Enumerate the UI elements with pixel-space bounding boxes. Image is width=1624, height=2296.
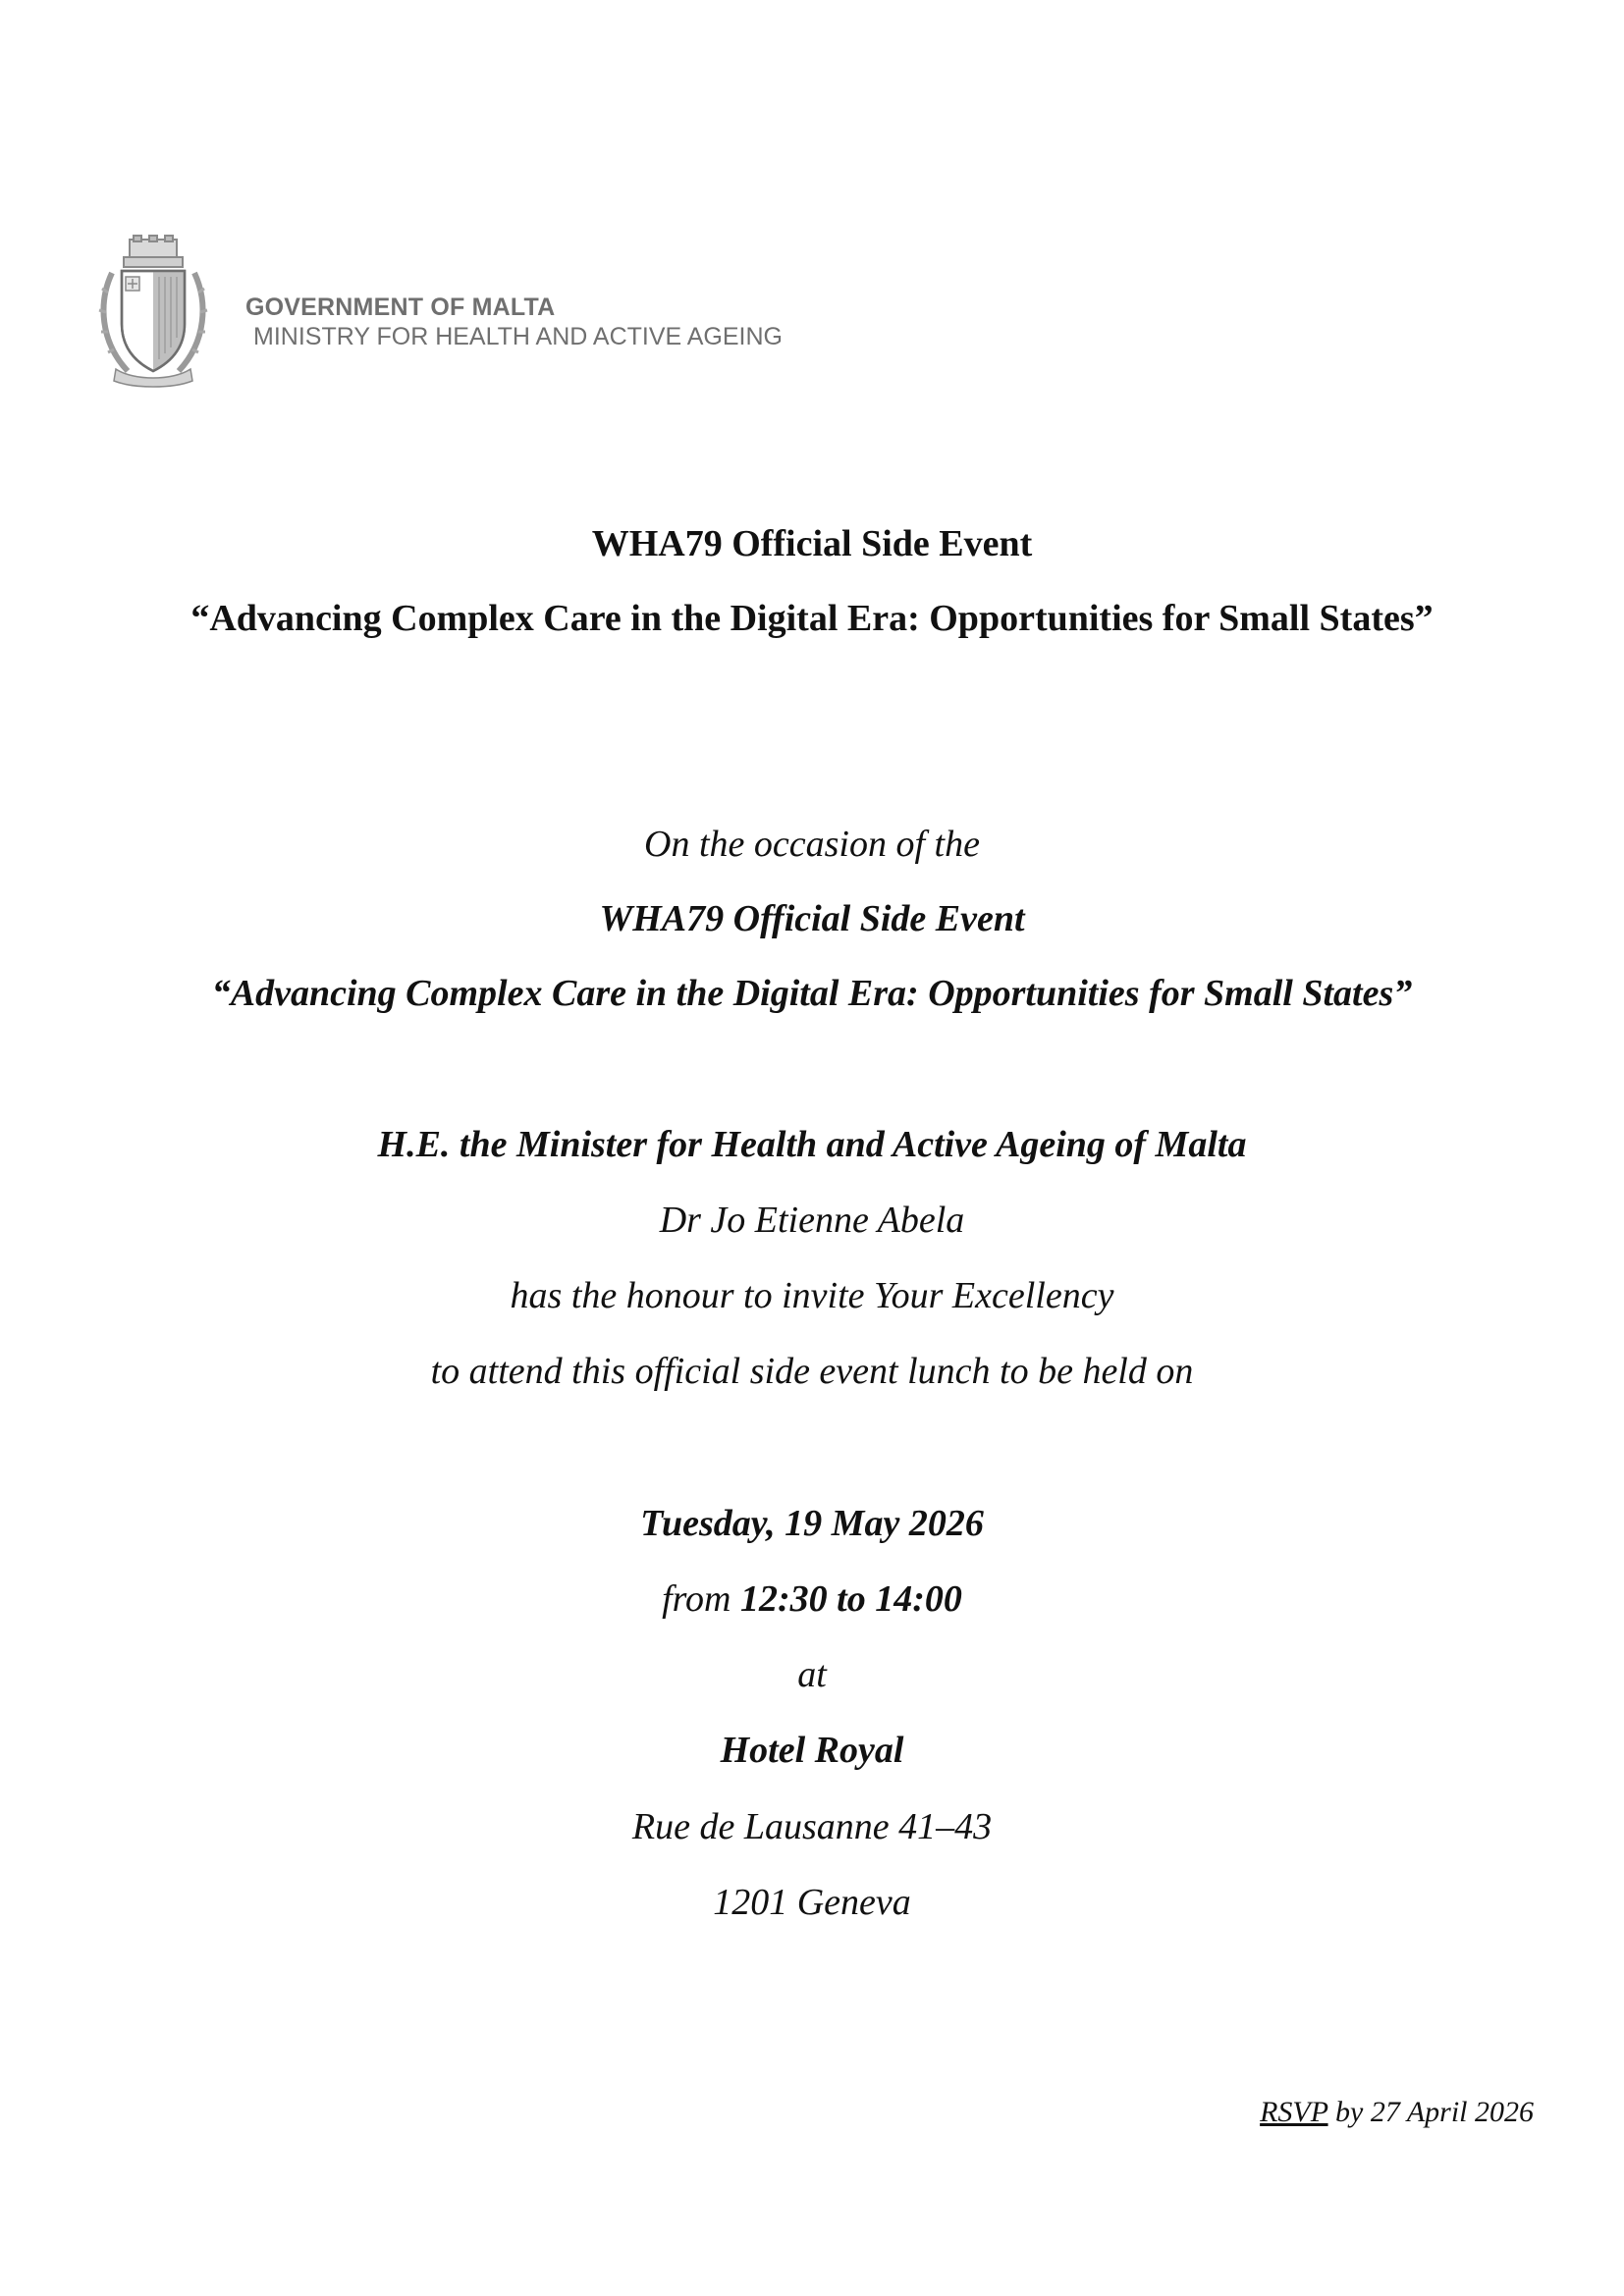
event-date: Tuesday, 19 May 2026: [640, 1503, 984, 1544]
host-name-line: Dr Jo Etienne Abela: [659, 1200, 965, 1241]
event-theme-line: “Advancing Complex Care in the Digital Era: Opportunities for Small States”: [211, 973, 1413, 1014]
government-name: GOVERNMENT OF MALTA: [245, 294, 556, 321]
host-title-line: H.E. the Minister for Health and Active Ageing of Malta: [377, 1124, 1247, 1165]
event-name-line: WHA79 Official Side Event: [599, 898, 1025, 939]
occasion-line: On the occasion of the: [644, 824, 980, 865]
attend-line: to attend this official side event lunch to be held on: [430, 1351, 1194, 1392]
at-word: at: [797, 1654, 827, 1695]
venue-street: Rue de Lausanne 41–43: [631, 1806, 993, 1847]
venue-name: Hotel Royal: [720, 1730, 904, 1771]
malta-coat-of-arms-icon: [94, 234, 212, 391]
time-range: 12:30 to 14:00: [740, 1578, 962, 1620]
honour-line: has the honour to invite Your Excellency: [510, 1275, 1114, 1316]
event-time: [0, 1577, 1624, 1621]
rsvp-line: [1260, 2096, 1534, 2129]
time-from-word: from: [662, 1578, 731, 1620]
rsvp-deadline: by 27 April 2026: [1327, 2096, 1534, 2128]
event-subtitle: “Advancing Complex Care in the Digital Era: Opportunities for Small States”: [190, 598, 1434, 639]
event-title: WHA79 Official Side Event: [591, 523, 1033, 564]
venue-city: 1201 Geneva: [713, 1882, 911, 1923]
rsvp-link[interactable]: RSVP: [1260, 2096, 1328, 2128]
ministry-name: MINISTRY FOR HEALTH AND ACTIVE AGEING: [253, 323, 784, 350]
organisation-block: [245, 293, 783, 351]
